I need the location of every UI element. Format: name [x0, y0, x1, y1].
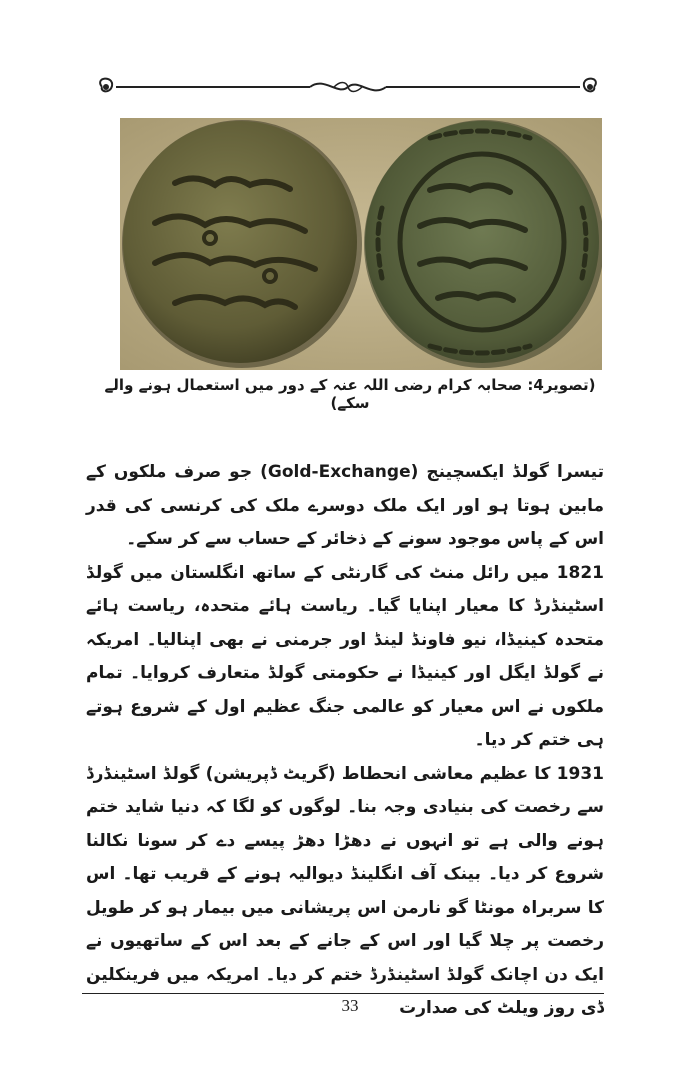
paragraph-1821: 1821 میں رائل منٹ کی گارنٹی کے ساتھ انگلستان میں گولڈ اسٹینڈرڈ کا معیار اپنایا گیا۔ ریاست ہائے متحدہ، ریاست ہائے متحدہ کینیڈا، نیو فاونڈ لینڈ اور جرمنی نے بھی اپنالیا۔ امریکہ نے گولڈ ایگل اور کینیڈا نے حکومتی گولڈ متعارف کروایا۔ تمام ملکوں نے اس معیار کو عالمی جنگ عظیم اول کے شروع ہوتے ہی ختم کر دیا۔: [86, 562, 604, 750]
paragraph-1931: 1931 کا عظیم معاشی انحطاط (گریٹ ڈپریشن) گولڈ اسٹینڈرڈ سے رخصت کی بنیادی وجہ بنا۔ لوگوں کو لگا کہ دنیا شاید ختم ہونے والی ہے تو انہوں نے دھڑا دھڑ پیسے دے کر سونا نکالنا شروع کر دیا۔ بینک آف انگلینڈ دیوالیہ ہونے کے قریب تھا۔ اس کا سربراہ مونٹا گو نارمن اس پریشانی میں بیمار ہو کر طویل رخصت پر چلا گیا اور اس کے جانے کے بعد اس کے ساتھیوں نے ایک دن اچانک گولڈ اسٹینڈرڈ ختم کر دیا۔ امریکہ میں فرینکلین ڈی روز ویلٹ کی صدارت: [86, 763, 604, 1018]
coins-photo: [120, 118, 602, 370]
page-number: 33: [341, 996, 359, 1015]
body-text: [86, 456, 604, 1026]
coin-right: [364, 120, 602, 368]
coin-left: [122, 120, 362, 368]
image-caption: (تصویر4: صحابہ کرام رضی اللہ عنہ کے دور میں استعمال ہونے والے سکے): [104, 376, 596, 412]
decorative-header-ornament: [88, 72, 608, 102]
footer-rule: [82, 993, 604, 994]
paragraph-gold-exchange: تیسرا گولڈ ایکسچینج (Gold-Exchange) جو صرف ملکوں کے مابین ہوتا ہو اور ایک ملک دوسرے ملک کی کرنسی کی قدر اس کے پاس موجود سونے کے ذخائر کے حساب سے کر سکے۔: [86, 462, 604, 549]
